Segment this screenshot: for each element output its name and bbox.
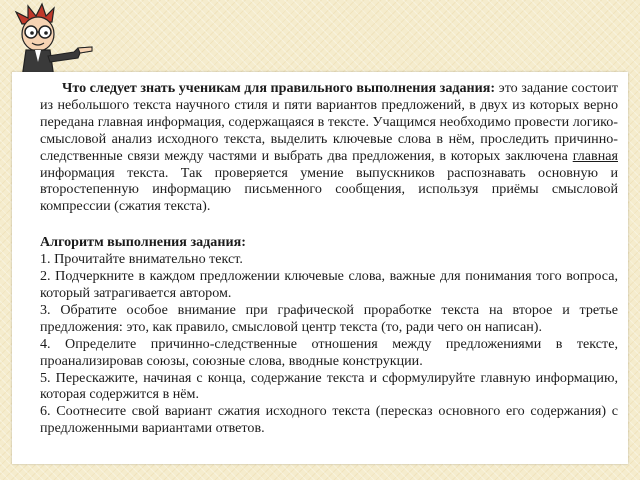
intro-paragraph — [40, 80, 618, 215]
algorithm-step-2: 2. Подчеркните в каждом предложении ключевые слова, важные для понимания того вопроса, который затрагивается автором. — [40, 268, 618, 301]
algorithm-step-5: 5. Перескажите, начиная с конца, содержание текста и сформулируйте главную информацию, которая содержится в нём. — [40, 369, 618, 403]
algorithm-step-4: 4. Определите причинно-следственные отношения между предложениями в тексте, проанализировав союзы, союзные слова, вводные конструкции. — [40, 335, 618, 369]
intro-text-part2: информация текста. Так проверяется умение выпускников распознавать основную и второстепенную информацию письменного сообщения, используя приёмы смысловой компрессии (сжатия текста). — [40, 164, 618, 215]
intro-underlined-word: главная — [572, 147, 618, 164]
document-page — [12, 72, 628, 464]
intro-text-part1: это задание состоит из небольшого текста научного стиля и пяти вариантов предложений, в двух из которых верно передана главная информация, содержащаяся в тексте. Учащимся необходимо провести логико-смысловой анализ исходного текста, выделить ключевые слова в нём, проследить причинно-следственные связи между частями и выбрать два предложения, в которых заключена — [40, 80, 619, 164]
algorithm-step-6: 6. Соотнесите свой вариант сжатия исходного текста (пересказ основного его содержания) с предложенными вариантами ответов. — [40, 403, 618, 437]
algorithm-step-1: 1. Прочитайте внимательно текст. — [40, 251, 243, 268]
pointing-teacher-icon — [8, 2, 98, 80]
intro-heading: Что следует знать ученикам для правильного выполнения задания: — [62, 80, 496, 96]
algorithm-step-3: 3. Обратите особое внимание при графической проработке текста на второе и третье предложения: это, как правило, смысловой центр текста (то, ради чего он написан). — [40, 301, 618, 335]
algorithm-title: Алгоритм выполнения задания: — [40, 234, 246, 251]
